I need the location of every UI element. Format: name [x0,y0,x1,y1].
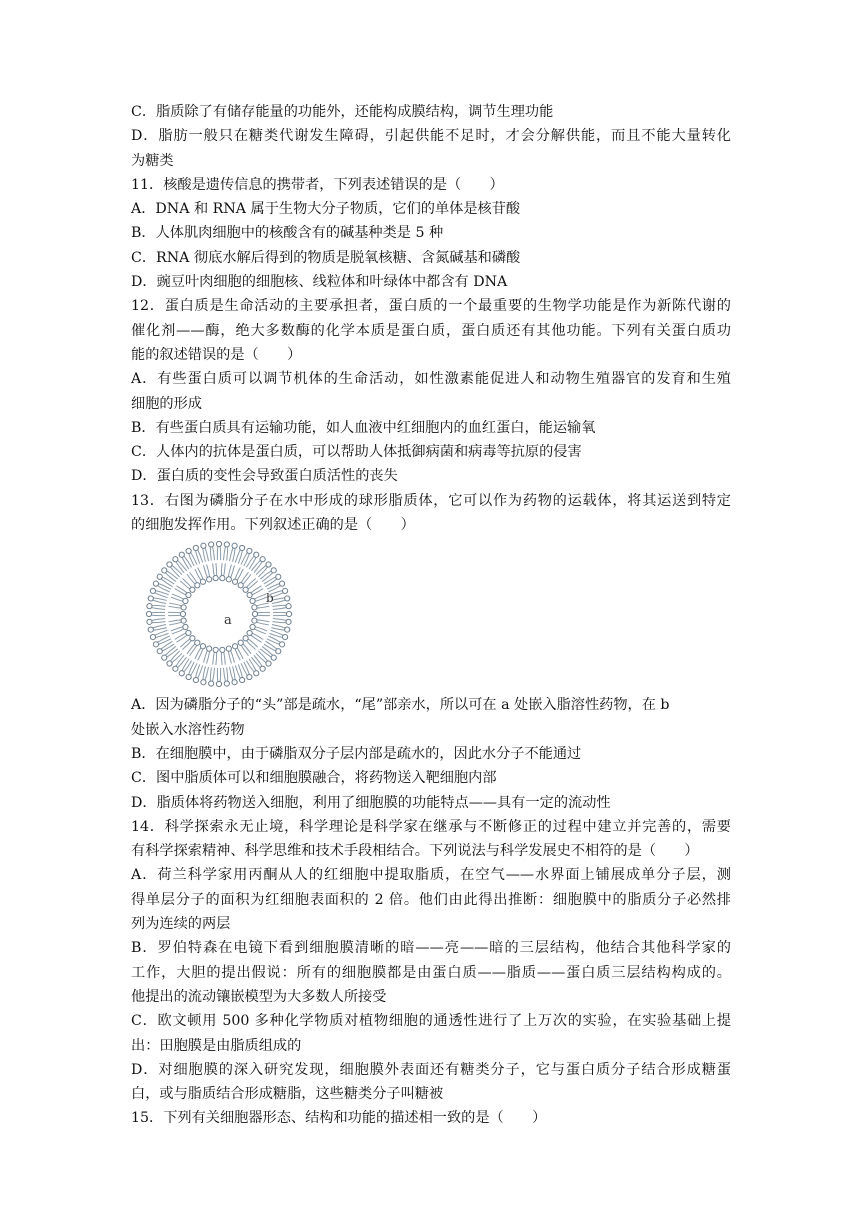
phospholipid-head [279,581,284,586]
label-b: b [266,591,274,606]
text-line: 工作，大胆的提出假说：所有的细胞膜都是由蛋白质——脂质——蛋白质三层结构构成的。 [131,964,731,981]
phospholipid-head [271,568,276,573]
phospholipid-head [220,576,225,581]
phospholipid-head [201,680,206,685]
option-c: C．人体内的抗体是蛋白质，可以帮助人体抵御病菌和病毒等抗原的侵害 [131,444,582,461]
text-line: 催化剂——酶，绝大多数酶的化学本质是蛋白质，蛋白质还有其他功能。下列有关蛋白质功 [131,322,731,339]
phospholipid-head [162,568,167,573]
phospholipid-head [162,655,167,660]
phospholipid-head [180,612,185,617]
phospholipid-head [157,575,162,580]
phospholipid-head [279,642,284,647]
phospholipid-head [173,557,178,562]
phospholipid-head [193,678,198,683]
liposome-diagram [139,539,299,689]
phospholipid-head [173,666,178,671]
option-c: C．欧文顿用 500 多种化学物质对植物细胞的通透性进行了上万次的实验，在实验基础上提 [131,1013,731,1030]
phospholipid-head [186,631,191,636]
phospholipid-head [213,576,218,581]
question-15-stem: 15．下列有关细胞器形态、结构和功能的描述相一致的是（ ） [131,1110,547,1127]
phospholipid-head [201,544,206,549]
phospholipid-head [240,678,245,683]
phospholipid-head [285,627,290,632]
option-b: B．有些蛋白质具有运输功能，如人血液中红细胞内的血红蛋白，能运输氧 [131,419,596,436]
phospholipid-head [276,649,281,654]
option-a: A．DNA 和 RNA 属于生物大分子物质，它们的单体是核苷酸 [131,201,521,218]
phospholipid-head [209,542,214,547]
phospholipid-head [266,562,271,567]
phospholipid-head [179,671,184,676]
text-line: 能的叙述错误的是（ ） [131,346,302,363]
text-line: 细胞的形成 [131,395,202,412]
text-line: 处嵌入水溶性药物 [131,721,245,738]
phospholipid-head [226,646,231,651]
phospholipid-head [167,562,172,567]
inner-phospholipid-layer [168,563,270,665]
phospholipid-head [153,581,158,586]
phospholipid-head [247,675,252,680]
option-a: A．因为磷脂分子的“头”部是疏水，“尾”部亲水，所以可在 a 处嵌入脂溶性药物，在 b [131,697,670,714]
phospholipid-head [148,596,153,601]
phospholipid-head [266,661,271,666]
liposome-figure [131,539,731,689]
option-d: D．脂质体将药物送入细胞，利用了细胞膜的功能特点——具有一定的流动性 [131,794,611,811]
phospholipid-head [213,648,218,653]
phospholipid-head [286,620,291,625]
phospholipid-head [240,546,245,551]
option-d: D．对细胞膜的深入研究发现，细胞膜外表面还有糖类分子，它与蛋白质分子结合形成糖蛋 [131,1061,731,1078]
phospholipid-head [224,681,229,686]
phospholipid-head [190,587,195,592]
text-line: 白，或与脂质结合形成糖脂，这些糖类分子叫糖被 [131,1086,444,1103]
option-c: C．图中脂质体可以和细胞膜融合，将药物送入靶细胞内部 [131,770,497,787]
phospholipid-head [220,648,225,653]
phospholipid-head [186,593,191,598]
text-line: 列为连续的两层 [131,916,231,933]
phospholipid-head [238,583,243,588]
phospholipid-head [207,577,212,582]
phospholipid-head [252,618,257,623]
phospholipid-head [226,577,231,582]
phospholipid-head [247,593,252,598]
text-line: D．脂肪一般只在糖类代谢发生障碍，引起供能不足时，才会分解供能，而且不能大量转化 [131,128,731,145]
phospholipid-head [285,596,290,601]
option-b: B．在细胞膜中，由于磷脂双分子层内部是疏水的，因此水分子不能通过 [131,745,582,762]
option-b: B．罗伯特森在电镜下看到细胞膜清晰的暗——亮——暗的三层结构，他结合其他科学家的 [131,940,731,957]
phospholipid-head [148,627,153,632]
phospholipid-head [232,544,237,549]
phospholipid-head [232,580,237,585]
option-a: A．有些蛋白质可以调节机体的生命活动，如性激素能促进人和动物生殖器官的发育和生殖 [131,371,731,388]
question-13-stem: 13．右图为磷脂分子在水中形成的球形脂质体，它可以作为药物的运载体，将其运送到特定 [131,492,731,509]
phospholipid-head [186,549,191,554]
phospholipid-head [232,680,237,685]
phospholipid-head [224,542,229,547]
option-d: D．蛋白质的变性会导致蛋白质活性的丧失 [131,468,398,485]
phospholipid-head [183,599,188,604]
phospholipid-head [181,605,186,610]
option-b: B．人体肌肉细胞中的核酸含有的碱基种类是 5 种 [131,225,444,242]
phospholipid-head [282,589,287,594]
text-line: 为糖类 [131,152,174,169]
phospholipid-head [147,604,152,609]
phospholipid-head [247,549,252,554]
phospholipid-head [271,655,276,660]
phospholipid-head [167,661,172,666]
phospholipid-head [209,681,214,686]
phospholipid-head [250,599,255,604]
outer-phospholipid-layer [146,542,291,687]
phospholipid-head [195,583,200,588]
phospholipid-head [243,636,248,641]
document-page [131,100,731,1131]
option-a: A．荷兰科学家用丙酮从人的红细胞中提取脂质，在空气——水界面上铺展成单分子层，测 [131,867,731,884]
phospholipid-head [254,552,259,557]
text-line: 的细胞发挥作用。下列叙述正确的是（ ） [131,517,415,534]
question-12-stem: 12．蛋白质是生命活动的主要承担者，蛋白质的一个最重要的生物学功能是作为新陈代谢的 [131,298,731,315]
label-a: a [224,613,232,629]
phospholipid-head [216,542,221,547]
phospholipid-head [243,587,248,592]
phospholipid-head [200,644,205,649]
phospholipid-head [260,557,265,562]
phospholipid-head [260,666,265,671]
phospholipid-head [200,580,205,585]
phospholipid-head [286,612,291,617]
phospholipid-head [247,631,252,636]
text-line: 出：田胞膜是由脂质组成的 [131,1037,302,1054]
option-c: C．RNA 彻底水解后得到的物质是脱氧核糖、含氮碱基和磷酸 [131,249,521,266]
phospholipid-head [150,635,155,640]
phospholipid-head [207,646,212,651]
phospholipid-head [238,640,243,645]
phospholipid-head [195,640,200,645]
phospholipid-head [216,682,221,687]
text-line: C．脂质除了有储存能量的功能外，还能构成膜结构，调节生理功能 [131,104,554,120]
phospholipid-head [183,625,188,630]
phospholipid-head [157,649,162,654]
phospholipid-head [181,618,186,623]
phospholipid-head [282,635,287,640]
phospholipid-head [147,620,152,625]
phospholipid-head [190,636,195,641]
phospholipid-head [276,575,281,580]
phospholipid-head [179,552,184,557]
phospholipid-head [153,642,158,647]
phospholipid-head [250,625,255,630]
question-14-stem: 14．科学探索永无止境，科学理论是科学家在继承与不断修正的过程中建立并完善的，需要 [131,818,731,835]
text-line: 有科学探索精神、科学思维和技术手段相结合。下列说法与科学发展史不相符的是（ ） [131,843,699,860]
phospholipid-head [146,612,151,617]
phospholipid-head [193,546,198,551]
text-line: 他提出的流动镶嵌模型为大多数人所接受 [131,988,387,1005]
phospholipid-head [232,644,237,649]
option-d: D．豌豆叶肉细胞的细胞核、线粒体和叶绿体中都含有 DNA [131,274,508,291]
phospholipid-head [186,675,191,680]
phospholipid-head [252,605,257,610]
text-line: 得单层分子的面积为红细胞表面积的 2 倍。他们由此得出推断：细胞膜中的脂质分子必然排 [131,891,731,908]
phospholipid-head [252,612,257,617]
phospholipid-head [150,589,155,594]
question-11-stem: 11．核酸是遗传信息的携带者，下列表述错误的是（ ） [131,176,504,193]
phospholipid-head [286,604,291,609]
phospholipid-head [254,671,259,676]
